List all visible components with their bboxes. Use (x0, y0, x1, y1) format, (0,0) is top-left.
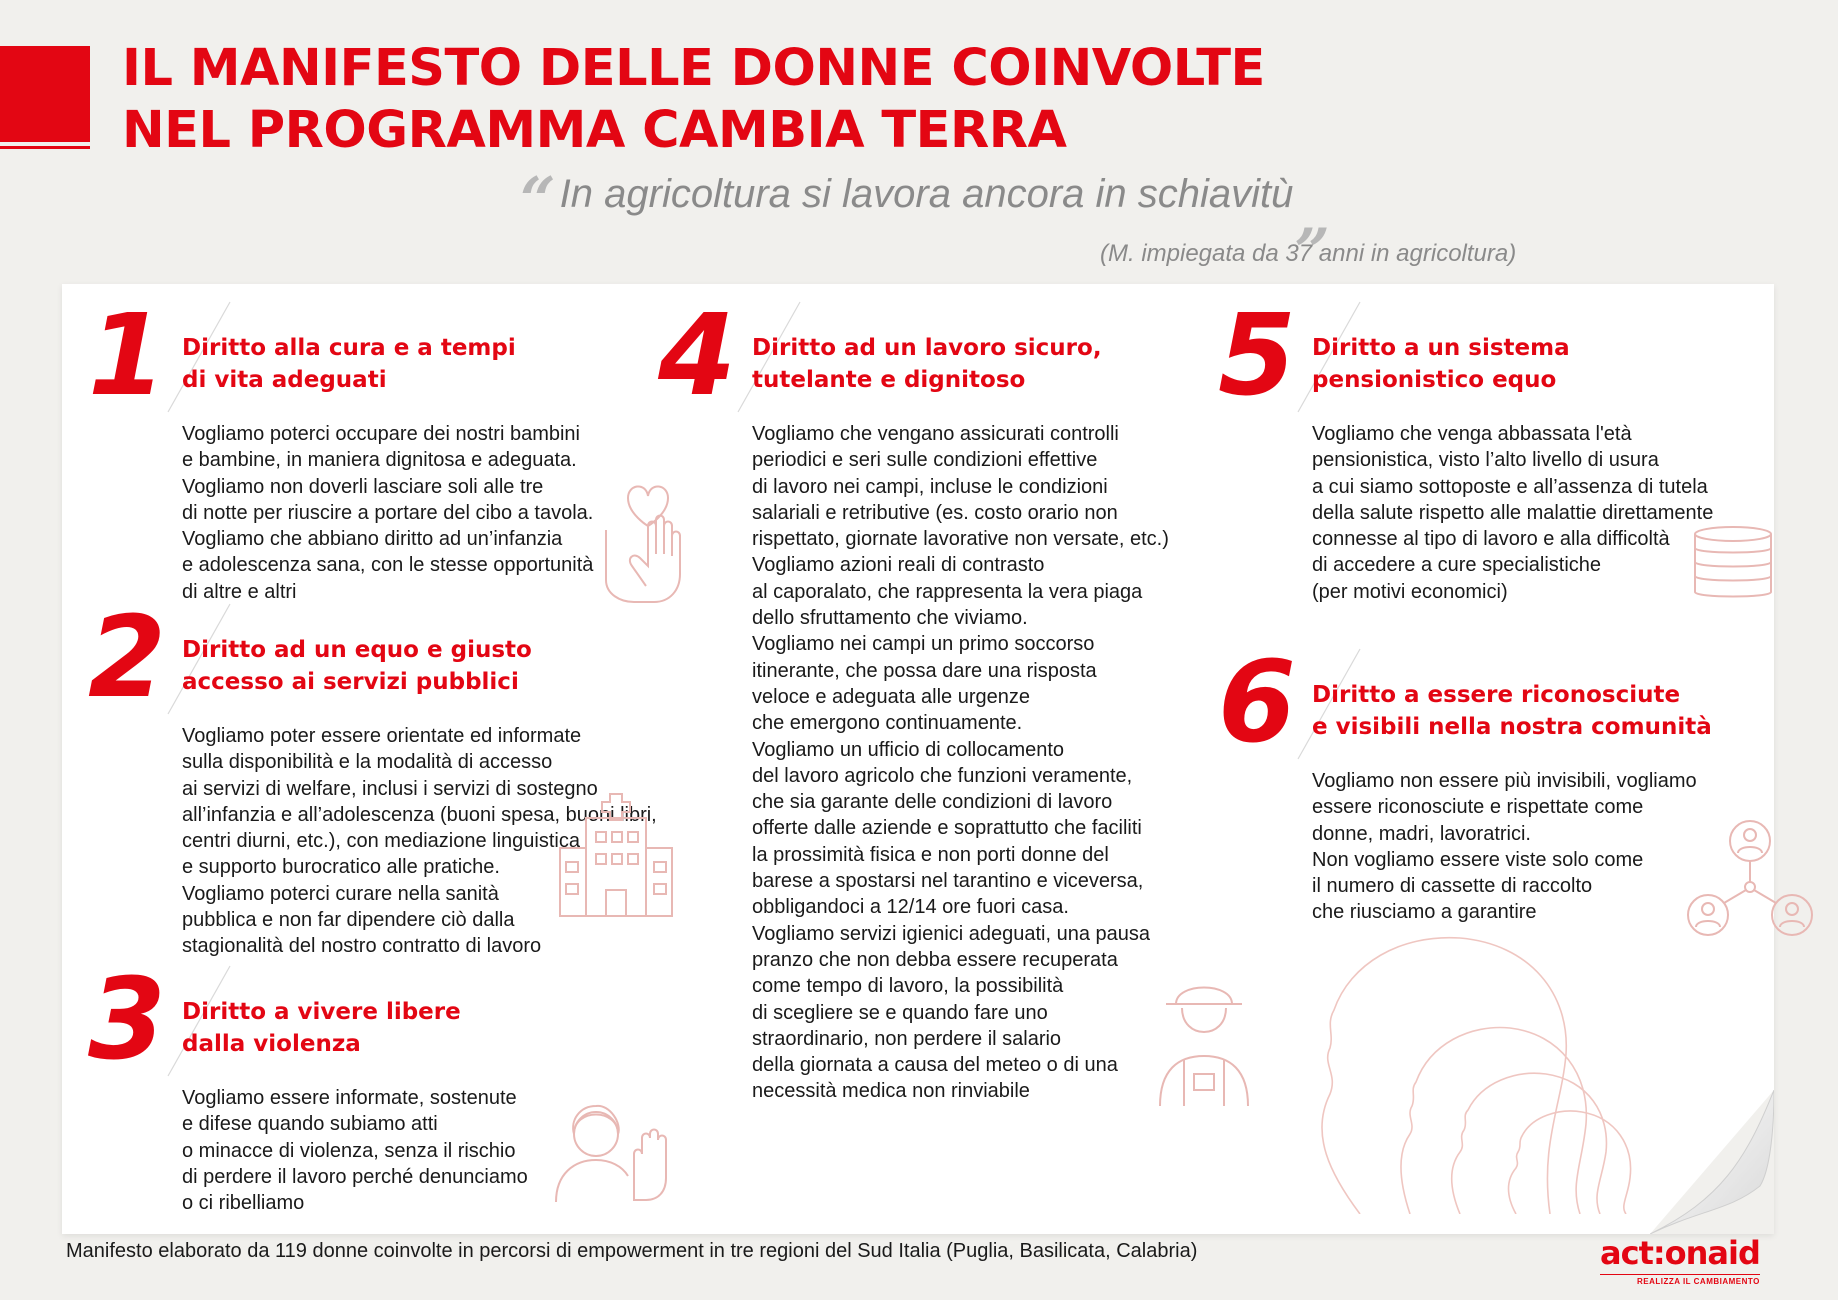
header-red-rule (0, 146, 90, 149)
people-network-icon (1686, 819, 1814, 939)
women-profiles-illustration (1270, 924, 1690, 1214)
hospital-icon (556, 788, 676, 918)
title-line-1: IL MANIFESTO DELLE DONNE COINVOLTE (122, 39, 1265, 98)
section-1-title: Diritto alla cura e a tempi di vita adeguati (182, 335, 516, 393)
section-5-title: Diritto a un sistema pensionistico equo (1312, 335, 1570, 393)
open-quote-icon: “ (520, 163, 556, 236)
section-4-title: Diritto ad un lavoro sicuro, tutelante e dignitoso (752, 335, 1102, 393)
section-1-number: 1 (88, 291, 166, 421)
section-1-body: Vogliamo poterci occupare dei nostri bambini e bambine, in maniera dignitosa e adeguata. Vogliamo non doverli lasciare soli alle tre di notte per riuscire a portare del cibo a tavola. Vogliamo che abbiano diritto ad un’infanzia e adolescenza sana, con le stesse opportunità di altre e altri (182, 423, 594, 603)
manifesto-sheet (62, 284, 1774, 1234)
section-3-body: Vogliamo essere informate, sostenute e difese quando subiamo atti o minacce di violenza, senza il rischio di perdere il lavoro perché denunciamo o ci ribelliamo (182, 1087, 528, 1215)
section-4-body: Vogliamo che vengano assicurati controlli periodici e seri sulle condizioni effettive di lavoro nei campi, incluse le condizioni salariali e retributive (es. costo orario non rispettato, giornate lavorative non versate, etc.) Vogliamo azioni reali di contrasto al caporalato, che rappresenta la vera piaga dello sfruttamento che viviamo. Vogliamo nei campi un primo soccorso itinerante, che possa dare una risposta veloce e adeguata alle urgenze che emergono continuamente. Vogliamo un ufficio di collocamento del lavoro agricolo che funzioni veramente, che sia garante delle condizioni di lavoro offerte dalle aziende e soprattutto che faciliti la prossimità fisica e non porti donne del barese a spostarsi nel tarantino e viceversa, obbligandoci a 12/14 ore fuori casa. Vogliamo servizi igienici adeguati, una pausa pranzo che non debba essere recuperata come tempo di lavoro, la possibilità di scegliere se e quando fare uno straordinario, non perdere il salario della giornata a causa del meteo o di una necessità medica non rinviabile (752, 423, 1169, 1103)
footer-note: Manifesto elaborato da 119 donne coinvolte in percorsi di empowerment in tre regioni del Sud Italia (Puglia, Basilicata, Calabria) (66, 1240, 1198, 1262)
section-6-number: 6 (1218, 638, 1296, 768)
actionaid-logo (1600, 1236, 1760, 1286)
section-2-title: Diritto ad un equo e giusto accesso ai servizi pubblici (182, 637, 532, 695)
logo-tagline: REALIZZA IL CAMBIAMENTO (1600, 1274, 1760, 1286)
section-5-body: Vogliamo che venga abbassata l'età pensionistica, visto l’alto livello di usura a cui siamo sottoposte e all’assenza di tutela della salute rispetto alle malattie direttamente connesse al tipo di lavoro e alla difficoltà di accedere a cure specialistiche (per motivi economici) (1312, 423, 1714, 603)
section-2-body: Vogliamo poter essere orientate ed informate sulla disponibilità e la modalità di accesso ai servizi di welfare, inclusi i servizi di sostegno all’infanzia e all’adolescenza (buoni spesa, buoni libri, centri diurni, etc.), con mediazione linguistica e supporto burocratico alle pratiche. Vogliamo poterci curare nella sanità pubblica e non far dipendere ciò dalla stagionalità del nostro contratto di lavoro (182, 725, 657, 958)
worker-woman-icon (1154, 970, 1254, 1110)
coins-icon (1690, 524, 1776, 604)
section-2-number: 2 (88, 593, 166, 723)
quote-author: (M. impiegata da 37 anni in agricoltura) (1100, 240, 1517, 267)
section-6-body: Vogliamo non essere più invisibili, vogliamo essere riconosciute e rispettate come donne, madri, lavoratrici. Non vogliamo essere viste solo come il numero di cassette di raccolto che riusciamo a garantire (1312, 770, 1697, 924)
section-5-number: 5 (1218, 291, 1296, 421)
quote-text: In agricoltura si lavora ancora in schiavitù (559, 172, 1294, 216)
header-red-block (0, 46, 90, 142)
woman-stop-hand-icon (550, 1094, 680, 1204)
section-4-number: 4 (658, 291, 736, 421)
logo-wordmark: act:onaid (1600, 1234, 1760, 1272)
page-curl-icon (1650, 1090, 1774, 1234)
section-3-title: Diritto a vivere libere dalla violenza (182, 999, 461, 1057)
heart-hand-icon (588, 470, 698, 610)
section-3-number: 3 (88, 955, 166, 1085)
section-6-title: Diritto a essere riconosciute e visibili nella nostra comunità (1312, 682, 1712, 740)
page-title (122, 38, 1265, 162)
title-line-2: NEL PROGRAMMA CAMBIA TERRA (122, 101, 1067, 160)
quote (520, 163, 1332, 252)
close-quote-icon: „ (1295, 179, 1332, 252)
